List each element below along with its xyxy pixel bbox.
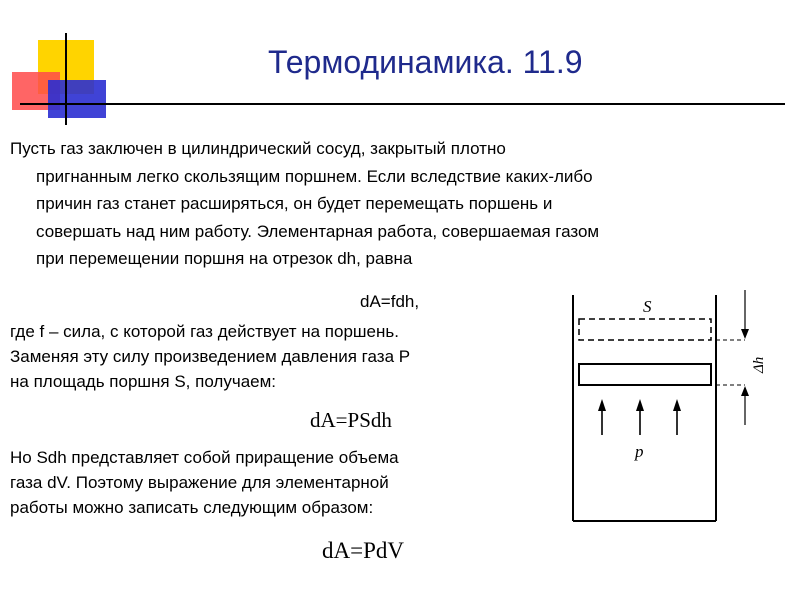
text-line: Но Sdh представляет собой приращение объема — [10, 448, 399, 467]
page-title: Термодинамика. 11.9 — [268, 44, 583, 80]
paragraph-line: пригнанным легко скользящим поршнем. Если вследствие каких-либо — [36, 166, 593, 186]
decor-vertical-line — [65, 33, 67, 125]
label-pressure: p — [635, 442, 644, 461]
formula-dA-PSdh: dA=PSdh — [310, 408, 392, 432]
decor-blue-square — [48, 80, 106, 118]
piston-diagram — [555, 285, 785, 530]
text-line: газа dV. Поэтому выражение для элементарной — [10, 473, 389, 492]
paragraph-line: причин газ станет расширяться, он будет перемещать поршень и — [36, 194, 553, 213]
text-line: Заменяя эту силу произведением давления газа P — [10, 347, 411, 366]
header-rule — [20, 103, 785, 105]
label-dh: Δh — [751, 356, 767, 373]
formula-dA-fdh: dA=fdh, — [360, 292, 420, 311]
paragraph-line: совершать над ним работу. Элементарная работа, совершаемая газом — [36, 221, 600, 241]
piston — [579, 364, 711, 385]
paragraph-line: Пусть газ заключен в цилиндрический сосуд, закрытый плотно — [10, 139, 506, 158]
formula-dA-PdV: dA=PdV — [322, 538, 404, 563]
intro-paragraph — [10, 135, 775, 273]
paragraph-line: при перемещении поршня на отрезок dh, равна — [36, 249, 413, 268]
text-line: где f – сила, с которой газ действует на поршень. — [10, 322, 399, 341]
piston-final-position — [579, 319, 711, 340]
text-line: работы можно записать следующим образом: — [10, 498, 374, 517]
text-line: на площадь поршня S, получаем: — [10, 372, 277, 391]
label-area-S: S — [643, 297, 652, 316]
